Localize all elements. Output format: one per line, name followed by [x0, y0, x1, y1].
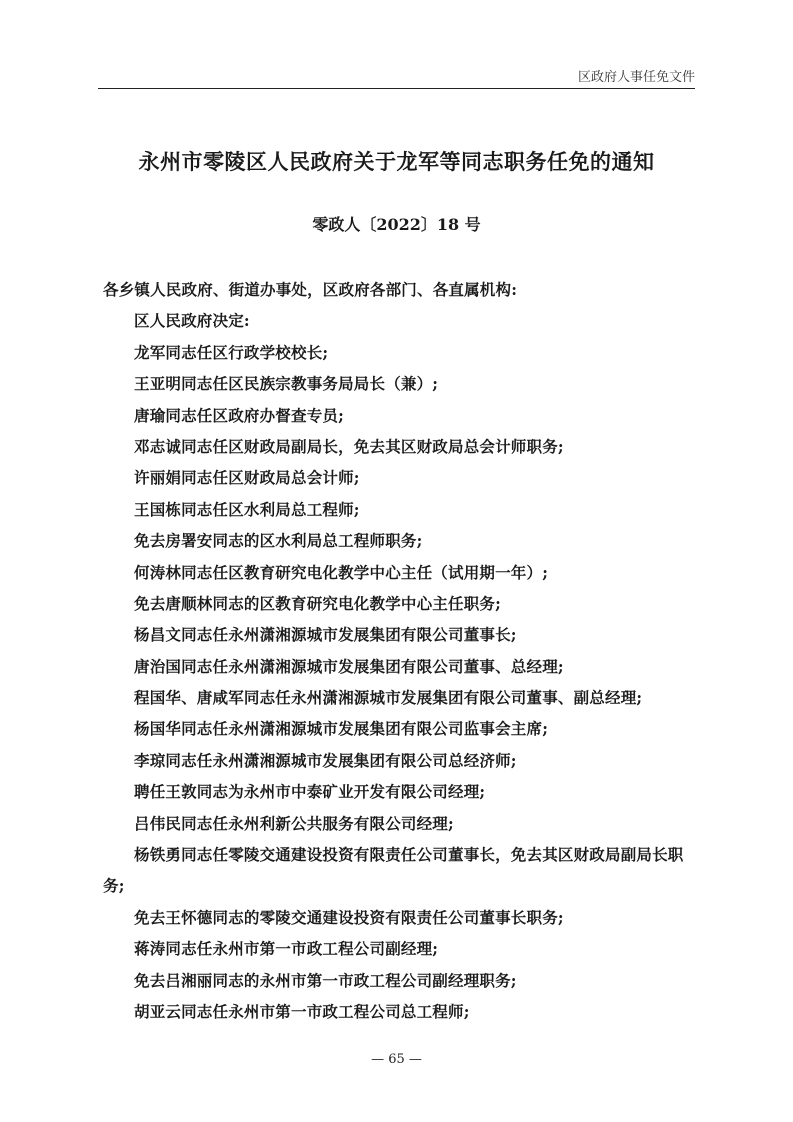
body-line: 李琼同志任永州潇湘源城市发展集团有限公司总经济师;: [134, 750, 517, 770]
body-line: 许丽娟同志任区财政局总会计师;: [134, 468, 360, 488]
document-body: [103, 274, 698, 1027]
page-number: — 65 —: [371, 1052, 422, 1067]
body-line: 免去唐顺林同志的区教育研究电化教学中心主任职务;: [134, 593, 502, 613]
body-line: 免去房署安同志的区水利局总工程师职务;: [134, 531, 423, 551]
running-header: 区政府人事任免文件: [577, 70, 695, 85]
body-line: 王国栋同志任区水利局总工程师;: [134, 499, 360, 519]
document-title: 永州市零陵区人民政府关于龙军等同志职务任免的通知: [138, 149, 655, 174]
body-line: 免去吕湘丽同志的永州市第一市政工程公司副经理职务;: [134, 970, 517, 990]
body-line: 何涛林同志任区教育研究电化教学中心主任（试用期一年）;: [134, 562, 549, 582]
body-line: 区人民政府决定:: [134, 311, 250, 331]
body-line: 胡亚云同志任永州市第一市政工程公司总工程师;: [134, 1001, 470, 1021]
body-line: 杨昌文同志任永州潇湘源城市发展集团有限公司董事长;: [134, 625, 517, 645]
document-number: 零政人〔2022〕18 号: [312, 215, 481, 234]
body-line: 免去王怀德同志的零陵交通建设投资有限责任公司董事长职务;: [134, 907, 564, 927]
body-line: 王亚明同志任区民族宗教事务局局长（兼）;: [134, 374, 439, 394]
body-line: 龙军同志任区行政学校校长;: [134, 342, 329, 362]
addressee-line: 各乡镇人民政府、街道办事处，区政府各部门、各直属机构:: [103, 280, 518, 299]
header-divider: [98, 88, 695, 89]
body-line: 唐瑜同志任区政府办督查专员;: [134, 405, 345, 425]
body-line: 邓志诚同志任区财政局副局长，免去其区财政局总会计师职务;: [134, 436, 564, 456]
body-line: 吕伟民同志任永州利新公共服务有限公司经理;: [134, 813, 454, 833]
body-line: 唐治国同志任永州潇湘源城市发展集团有限公司董事、总经理;: [134, 656, 564, 676]
body-line: 聘任王敦同志为永州市中泰矿业开发有限公司经理;: [134, 782, 486, 802]
body-line: 程国华、唐咸军同志任永州潇湘源城市发展集团有限公司董事、副总经理;: [134, 688, 643, 708]
body-line-wrap: 务;: [103, 876, 125, 896]
body-line: 蒋涛同志任永州市第一市政工程公司副经理;: [134, 939, 439, 959]
body-line: 杨国华同志任永州潇湘源城市发展集团有限公司监事会主席;: [134, 719, 549, 739]
body-line: 杨铁勇同志任零陵交通建设投资有限责任公司董事长，免去其区财政局副局长职: [134, 845, 684, 865]
